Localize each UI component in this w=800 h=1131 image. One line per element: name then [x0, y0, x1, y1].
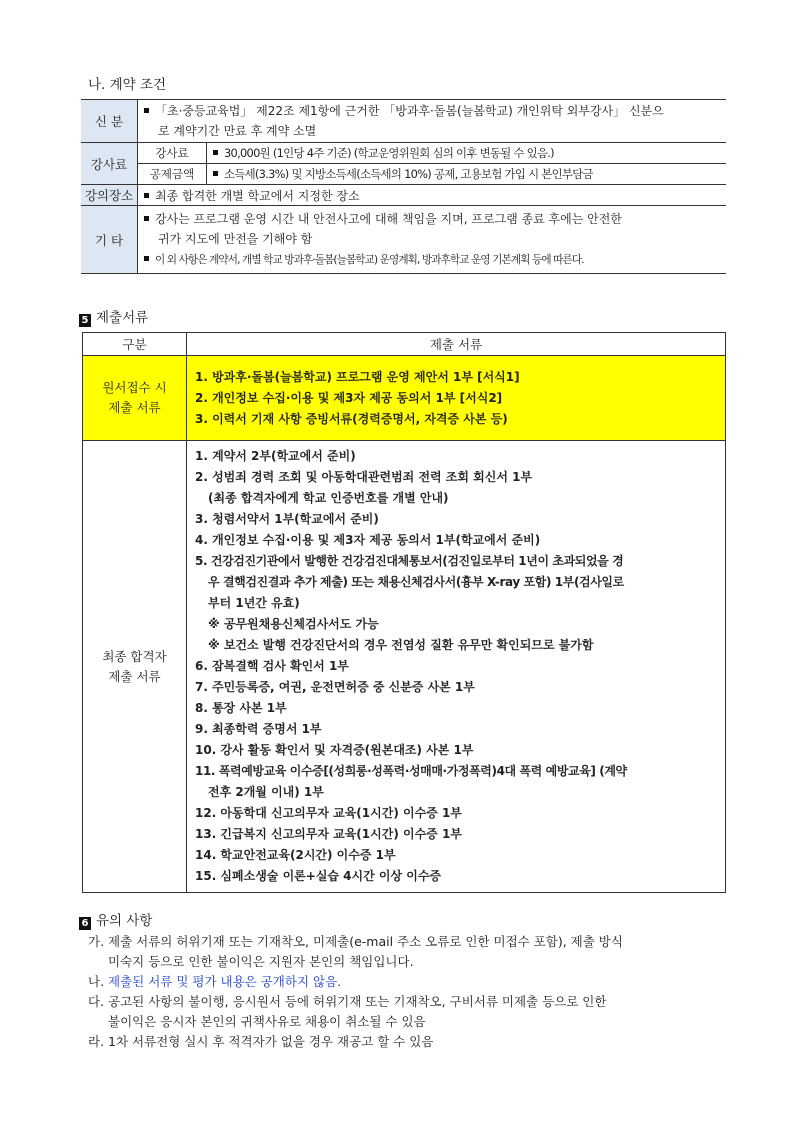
application-docs-list: [187, 362, 725, 435]
final-docs-row: [83, 441, 726, 893]
note-c-line1: 다. 공고된 사항의 불이행, 응시원서 등에 허위기재 또는 기재착오, 구비서류 미제출 등으로 인한: [88, 994, 607, 1009]
col-docs-header: 제출 서류: [187, 333, 726, 356]
final-doc-line: (최종 합격자에게 학교 인증번호를 개별 안내): [208, 491, 449, 505]
contract-row-fee-deduct: [81, 164, 726, 185]
final-doc-line: 12. 아동학대 신고의무자 교육(1시간) 이수증 1부: [195, 806, 462, 820]
final-doc-line: 11. 폭력예방교육 이수증[(성희롱·성폭력·성매매·가정폭력)4대 폭력 예방교육] (계약: [195, 764, 627, 778]
bullet-icon: [144, 216, 149, 221]
bullet-icon: [144, 108, 149, 113]
final-doc-line: 6. 잠복결핵 검사 확인서 1부: [195, 659, 349, 673]
final-doc-line: 4. 개인정보 수집·이용 및 제3자 제공 동의서 1부(학교에서 준비): [195, 533, 541, 547]
fee-rate-label: 강사료: [138, 143, 207, 164]
final-doc-note: ※ 공무원채용신체검사서도 가능: [208, 617, 379, 631]
other-label: 기 타: [81, 206, 138, 274]
notes-list: [88, 932, 623, 1052]
bullet-icon: [144, 193, 149, 198]
status-line1: 「초·중등교육법」 제22조 제1항에 근거한 「방과후·돌봄(늘봄학교) 개인위탁 외부강사」 신분으: [155, 104, 664, 118]
venue-text: 최종 합격한 개별 학교에서 지정한 장소: [155, 188, 360, 203]
note-d: 라. 1차 서류전형 실시 후 적격자가 없을 경우 재공고 할 수 있음: [88, 1034, 434, 1049]
documents-table: [82, 332, 726, 893]
note-a-line2: 미숙지 등으로 인한 불이익은 지원자 본인의 책임입니다.: [108, 954, 414, 969]
fee-label: 강사료: [81, 143, 138, 185]
notes-heading: [79, 909, 152, 930]
bullet-icon: [213, 171, 218, 176]
note-a-line1: 가. 제출 서류의 허위기재 또는 기재착오, 미제출(e-mail 주소 오류로 인한 미접수 포함), 제출 방식: [88, 934, 623, 949]
application-doc-item: 3. 이력서 기재 사항 증빙서류(경력증명서, 자격증 사본 등): [195, 411, 508, 426]
final-doc-line: 13. 긴급복지 신고의무자 교육(1시간) 이수증 1부: [195, 827, 462, 841]
final-doc-line: 10. 강사 활동 확인서 및 자격증(원본대조) 사본 1부: [195, 743, 474, 757]
venue-label: 강의장소: [81, 185, 138, 206]
documents-heading-text: 제출서류: [96, 310, 149, 326]
contract-row-fee-rate: [81, 143, 726, 164]
contract-table: [81, 99, 726, 274]
notes-heading-text: 유의 사항: [96, 913, 153, 929]
bullet-icon: [213, 150, 218, 155]
fee-rate-text: 30,000원 (1인당 4주 기준) (학교운영위원회 심의 이후 변동될 수 있음.): [224, 146, 554, 160]
final-doc-line: 15. 심폐소생술 이론+실습 4시간 이상 이수증: [195, 869, 442, 883]
final-doc-line: 1. 계약서 2부(학교에서 준비): [195, 449, 356, 463]
status-line2: 로 계약기간 만료 후 계약 소멸: [158, 124, 317, 138]
bullet-icon: [144, 256, 149, 261]
status-label: 신 분: [81, 100, 138, 143]
final-doc-line: 부터 1년간 유효): [208, 596, 300, 610]
contract-row-other: [81, 206, 726, 274]
final-category: 최종 합격자 제출 서류: [83, 441, 187, 893]
other-line3: 이 외 사항은 계약서, 개별 학교 방과후·돌봄(늘봄학교) 운영계획, 방과후학교 운영 기본계획 등에 따른다.: [155, 254, 584, 266]
other-line1: 강사는 프로그램 운영 시간 내 안전사고에 대해 책임을 지며, 프로그램 종료 후에는 안전한: [155, 212, 622, 226]
final-doc-line: 14. 학교안전교육(2시간) 이수증 1부: [195, 848, 396, 862]
col-category-header: 구분: [83, 333, 187, 356]
final-docs-list: [187, 441, 725, 892]
note-c-line2: 불이익은 응시자 본인의 귀책사유로 채용이 취소될 수 있음: [108, 1014, 426, 1029]
documents-heading: [79, 306, 148, 327]
final-doc-line: 7. 주민등록증, 여권, 운전면허증 중 신분증 사본 1부: [195, 680, 475, 694]
final-doc-line: 전후 2개월 이내) 1부: [208, 785, 324, 799]
application-docs-row: [83, 356, 726, 441]
final-doc-line: 9. 최종학력 증명서 1부: [195, 722, 322, 736]
application-doc-item: 1. 방과후·돌봄(늘봄학교) 프로그램 운영 제안서 1부 [서식1]: [195, 369, 520, 384]
final-doc-line: 2. 성범죄 경력 조회 및 아동학대관련범죄 전력 조회 회신서 1부: [195, 470, 533, 484]
fee-deduct-text: 소득세(3.3%) 및 지방소득세(소득세의 10%) 공제, 고용보험 가입 시 본인부담금: [224, 167, 593, 181]
other-line2: 귀가 지도에 만전을 기해야 함: [158, 232, 313, 246]
final-doc-note: ※ 보건소 발행 건강진단서의 경우 전염성 질환 유무만 확인되므로 불가함: [208, 638, 594, 652]
note-b-text: 제출된 서류 및 평가 내용은 공개하지 않음.: [108, 974, 342, 989]
note-b: 나. 제출된 서류 및 평가 내용은 공개하지 않음.: [88, 974, 342, 989]
final-doc-line: 3. 청렴서약서 1부(학교에서 준비): [195, 512, 379, 526]
section-number-5: 5: [79, 314, 91, 327]
section-number-6: 6: [79, 917, 91, 930]
contract-row-venue: [81, 185, 726, 206]
fee-deduct-label: 공제금액: [138, 164, 207, 185]
final-doc-line: 5. 건강검진기관에서 발행한 건강검진대체통보서(검진일로부터 1년이 초과되었을 경: [195, 554, 624, 568]
application-category: 원서접수 시 제출 서류: [83, 356, 187, 441]
final-doc-line: 우 결핵검진결과 추가 제출) 또는 채용신체검사서(흉부 X-ray 포함) 1부(검사일로: [208, 575, 624, 589]
contract-row-status: [81, 100, 726, 143]
application-doc-item: 2. 개인정보 수집·이용 및 제3자 제공 동의서 1부 [서식2]: [195, 390, 503, 405]
final-doc-line: 8. 통장 사본 1부: [195, 701, 287, 715]
documents-header-row: [83, 333, 726, 356]
contract-heading: 나. 계약 조건: [88, 77, 167, 93]
